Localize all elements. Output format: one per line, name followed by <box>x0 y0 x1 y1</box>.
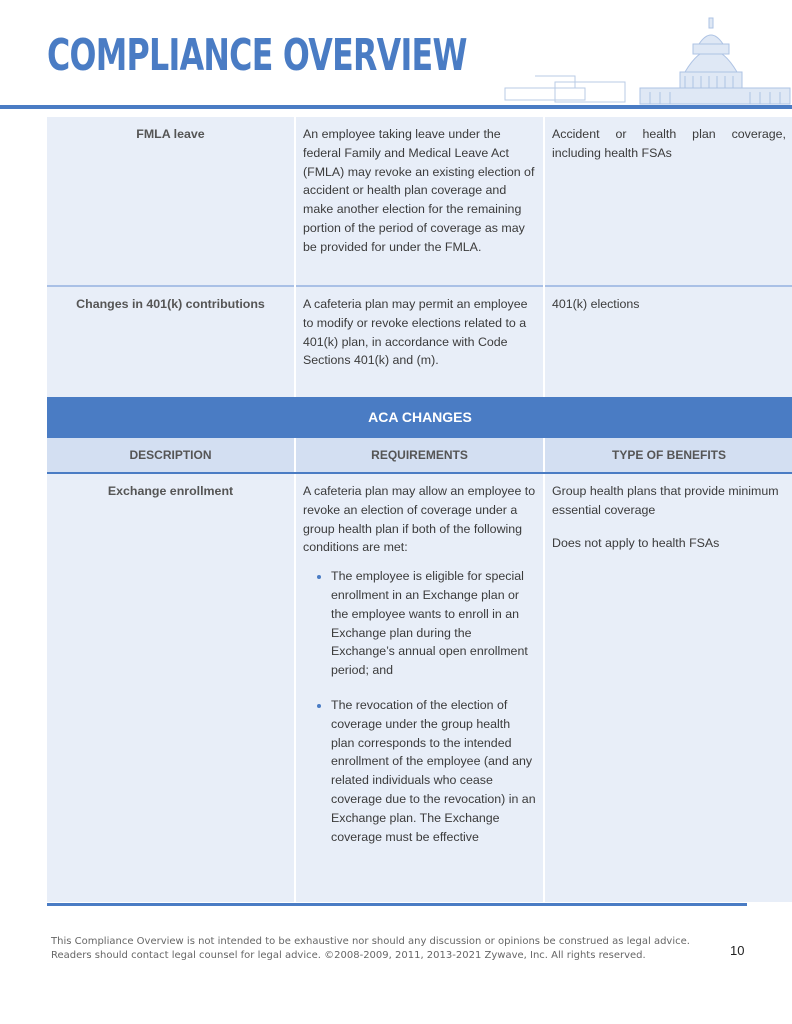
column-header-requirements: REQUIREMENTS <box>295 438 544 473</box>
footer-disclaimer <box>51 935 731 963</box>
list-item: • The employee is eligible for special enrollment in an Exchange plan or the employee wants to enroll in an Exchange plan during the Exchange’s annual open enrollment period; and <box>331 567 536 680</box>
list-item: • The revocation of the election of coverage under the group health plan corresponds to the intended enrollment of the employee (and any related individuals who cease coverage due to the revocation) in an Exchange plan. The Exchange coverage must be effective <box>331 696 536 846</box>
table-bottom-rule <box>47 903 747 906</box>
capitol-building-icon <box>495 10 792 108</box>
footer-disclaimer-line: Readers should contact legal counsel for legal advice. ©2008-2009, 2011, 2013-2021 Zywave, Inc. All rights reserved. <box>51 950 646 961</box>
column-header-benefits: TYPE OF BENEFITS <box>544 438 792 473</box>
row-description: Exchange enrollment <box>47 473 295 902</box>
table-row <box>47 473 792 902</box>
row-benefits: Accident or health plan coverage, including health FSAs <box>544 117 792 286</box>
requirements-intro: A cafeteria plan may allow an employee to revoke an election of coverage under a group health plan if both of the following conditions are met: <box>303 484 536 555</box>
row-requirements: An employee taking leave under the federal Family and Medical Leave Act (FMLA) may revoke an existing election of accident or health plan coverage and make another election for the remaining portion of the period of coverage as may be provided for under the FMLA. <box>295 117 544 286</box>
benefits-line: Does not apply to health FSAs <box>552 535 720 550</box>
section-header <box>47 397 792 438</box>
row-description: FMLA leave <box>47 117 295 286</box>
qualifying-events-table <box>47 117 786 902</box>
row-requirements <box>295 473 544 902</box>
section-title: ACA CHANGES <box>47 397 792 438</box>
table-row <box>47 117 792 286</box>
page-number: 10 <box>730 943 745 958</box>
table-row <box>47 286 792 397</box>
page-title: COMPLIANCE OVERVIEW <box>47 30 467 81</box>
footer-disclaimer-line: This Compliance Overview is not intended to be exhaustive nor should any discussion or opinions be construed as legal advice. <box>51 936 690 947</box>
row-benefits: 401(k) elections <box>544 286 792 397</box>
column-header-description: DESCRIPTION <box>47 438 295 473</box>
requirements-list <box>303 567 536 846</box>
row-requirements: A cafeteria plan may permit an employee to modify or revoke elections related to a 401(k) plan, in accordance with Code Sections 401(k) and (m). <box>295 286 544 397</box>
column-header-row <box>47 438 792 473</box>
benefits-line: Group health plans that provide minimum essential coverage <box>552 484 779 517</box>
header-rule <box>0 105 792 109</box>
row-description: Changes in 401(k) contributions <box>47 286 295 397</box>
row-benefits <box>544 473 792 902</box>
